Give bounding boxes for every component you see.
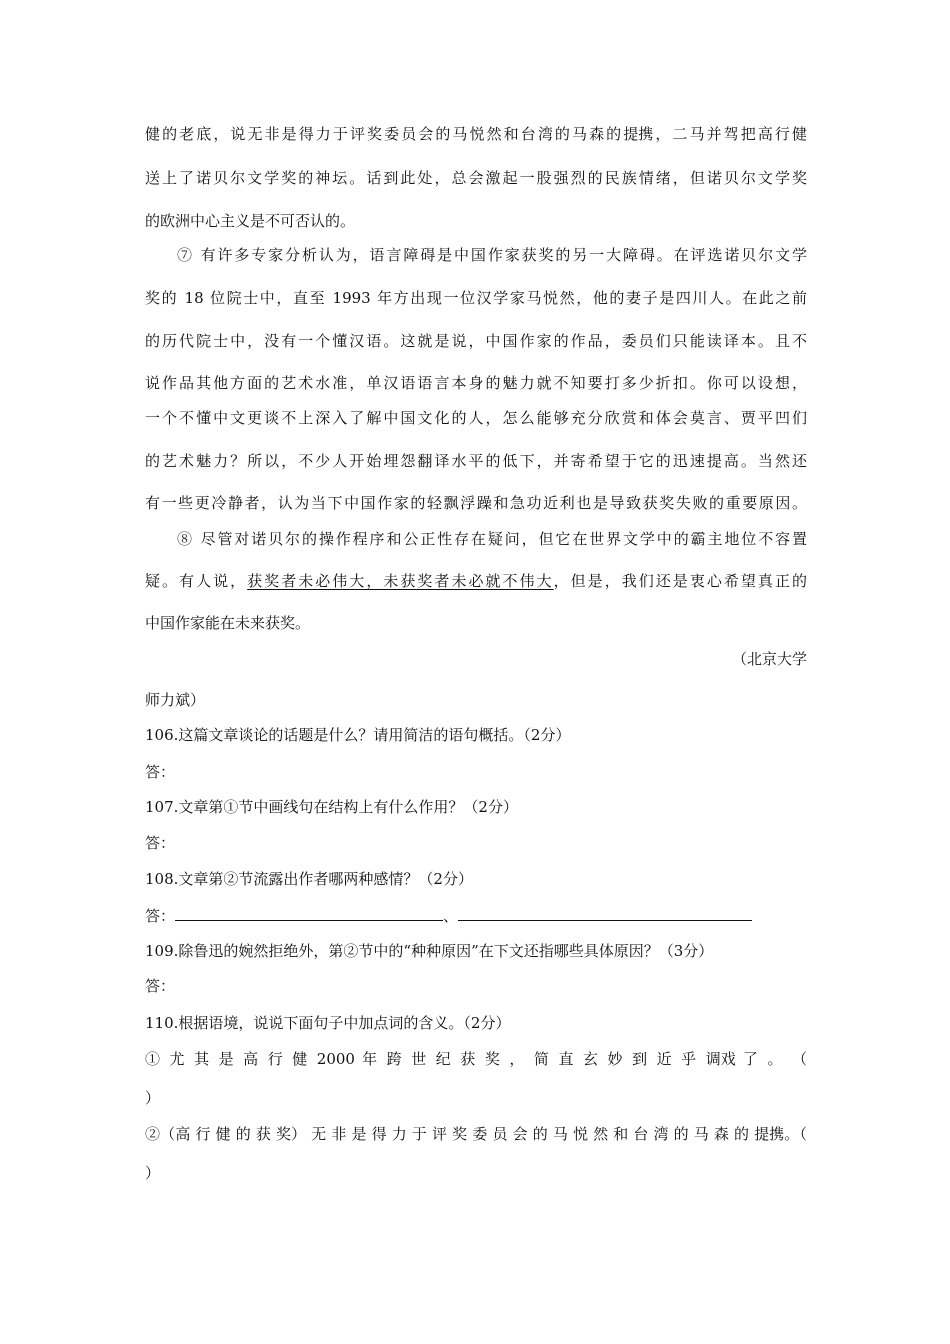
- text-run: 疑。有人说，: [145, 572, 248, 590]
- emphasis-dot-char: 提: [623, 125, 639, 143]
- underlined-sentence: 获奖者未必伟大，未获奖者未必就不伟大: [247, 572, 554, 590]
- answer-blank-2[interactable]: [458, 905, 752, 921]
- paragraph-7-line-7: 有一些更冷静者，认为当下中国作家的轻飘浮躁和急功近利也是导致获奖失败的重要原因。: [145, 494, 807, 512]
- emphasis-dot-char: 调: [705, 1050, 721, 1068]
- source-attribution-line-1: （北京大学: [731, 650, 807, 668]
- paragraph-7-line-4: 说作品其他方面的艺术水准，单汉语语言本身的魅力就不知要打多少折扣。你可以设想，: [145, 374, 807, 392]
- paragraph-8-line-3: 中国作家能在未来获奖。: [145, 614, 311, 632]
- paragraph-7-line-5: 一个不懂中文更谈不上深入了解中国文化的人，怎么能够充分欣赏和体会莫言、贾平凹们: [145, 409, 807, 427]
- source-attribution-line-2: 师力斌）: [145, 691, 206, 709]
- answer-109-label: 答：: [145, 977, 176, 995]
- question-106: 106.这篇文章谈论的话题是什么？请用简洁的语句概括。（2分）: [145, 726, 571, 744]
- text-run: 。（: [784, 1125, 807, 1143]
- paragraph-7-line-3: 的历代院士中，没有一个懂汉语。这就是说，中国作家的作品，委员们只能读译本。且不: [145, 332, 807, 350]
- text-run: ① 尤 其 是 高 行 健 2000 年 跨 世 纪 获 奖 ， 简 直 玄 妙 到 近 乎: [145, 1050, 706, 1068]
- question-109: 109.除鲁迅的婉然拒绝外，第②节中的“种种原因”在下文还指哪些具体原因？（3分）: [145, 942, 714, 960]
- text-run: ，但是，我们还是衷心希望真正的: [553, 572, 807, 590]
- emphasis-dot-char: 携: [769, 1125, 785, 1143]
- question-110: 110.根据语境，说说下面句子中加点词的含义。（2分）: [145, 1014, 511, 1032]
- question-108: 108.文章第②节流露出作者哪两种感情？（2分）: [145, 870, 473, 888]
- paragraph-7-line-2: 奖的 18 位院士中，直至 1993 年方出现一位汉学家马悦然，他的妻子是四川人。在此之前: [145, 289, 807, 307]
- question-110-item-2: [145, 1124, 807, 1144]
- text-run: ，二马并驾把高行健: [653, 125, 807, 143]
- question-110-item-2-close: ）: [145, 1164, 161, 1182]
- question-110-item-1: [145, 1049, 807, 1069]
- answer-blank-1[interactable]: [175, 905, 443, 921]
- paragraph-8-line-2: [145, 571, 807, 591]
- paragraph-6-line-2: 送上了诺贝尔文学奖的神坛。话到此处，总会激起一股强烈的民族情绪，但诺贝尔文学奖: [145, 169, 807, 187]
- text-run: ②（高 行 健 的 获 奖） 无 非 是 得 力 于 评 奖 委 员 会 的 马 悦 然 和 台 湾 的 马 森 的: [145, 1125, 755, 1143]
- paragraph-7-line-6: 的艺术魅力？所以，不少人开始埋怨翻译水平的低下，并寄希望于它的迅速提高。当然还: [145, 452, 807, 470]
- paragraph-6-line-1: [145, 124, 807, 144]
- answer-label: 答：: [145, 907, 176, 925]
- emphasis-dot-char: 携: [638, 125, 654, 143]
- question-107: 107.文章第①节中画线句在结构上有什么作用？（2分）: [145, 798, 518, 816]
- emphasis-dot-char: 提: [754, 1125, 770, 1143]
- answer-107-label: 答：: [145, 834, 176, 852]
- question-110-item-1-close: ）: [145, 1089, 161, 1107]
- paragraph-6-line-3: 的欧洲中心主义是不可否认的。: [145, 212, 356, 230]
- text-run: 健的老底，说无非是得力于评奖委员会的马悦然和台湾的马森的: [145, 125, 624, 143]
- text-run: 了 。 （: [735, 1050, 807, 1068]
- emphasis-dot-char: 戏: [720, 1050, 736, 1068]
- separator: 、: [443, 907, 459, 925]
- answer-106-label: 答：: [145, 763, 176, 781]
- answer-108: [145, 905, 807, 926]
- paragraph-7-line-1: ⑦ 有许多专家分析认为，语言障碍是中国作家获奖的另一大障碍。在评选诺贝尔文学: [177, 246, 807, 264]
- paragraph-8-line-1: ⑧ 尽管对诺贝尔的操作程序和公正性存在疑问，但它在世界文学中的霸主地位不容置: [177, 530, 807, 548]
